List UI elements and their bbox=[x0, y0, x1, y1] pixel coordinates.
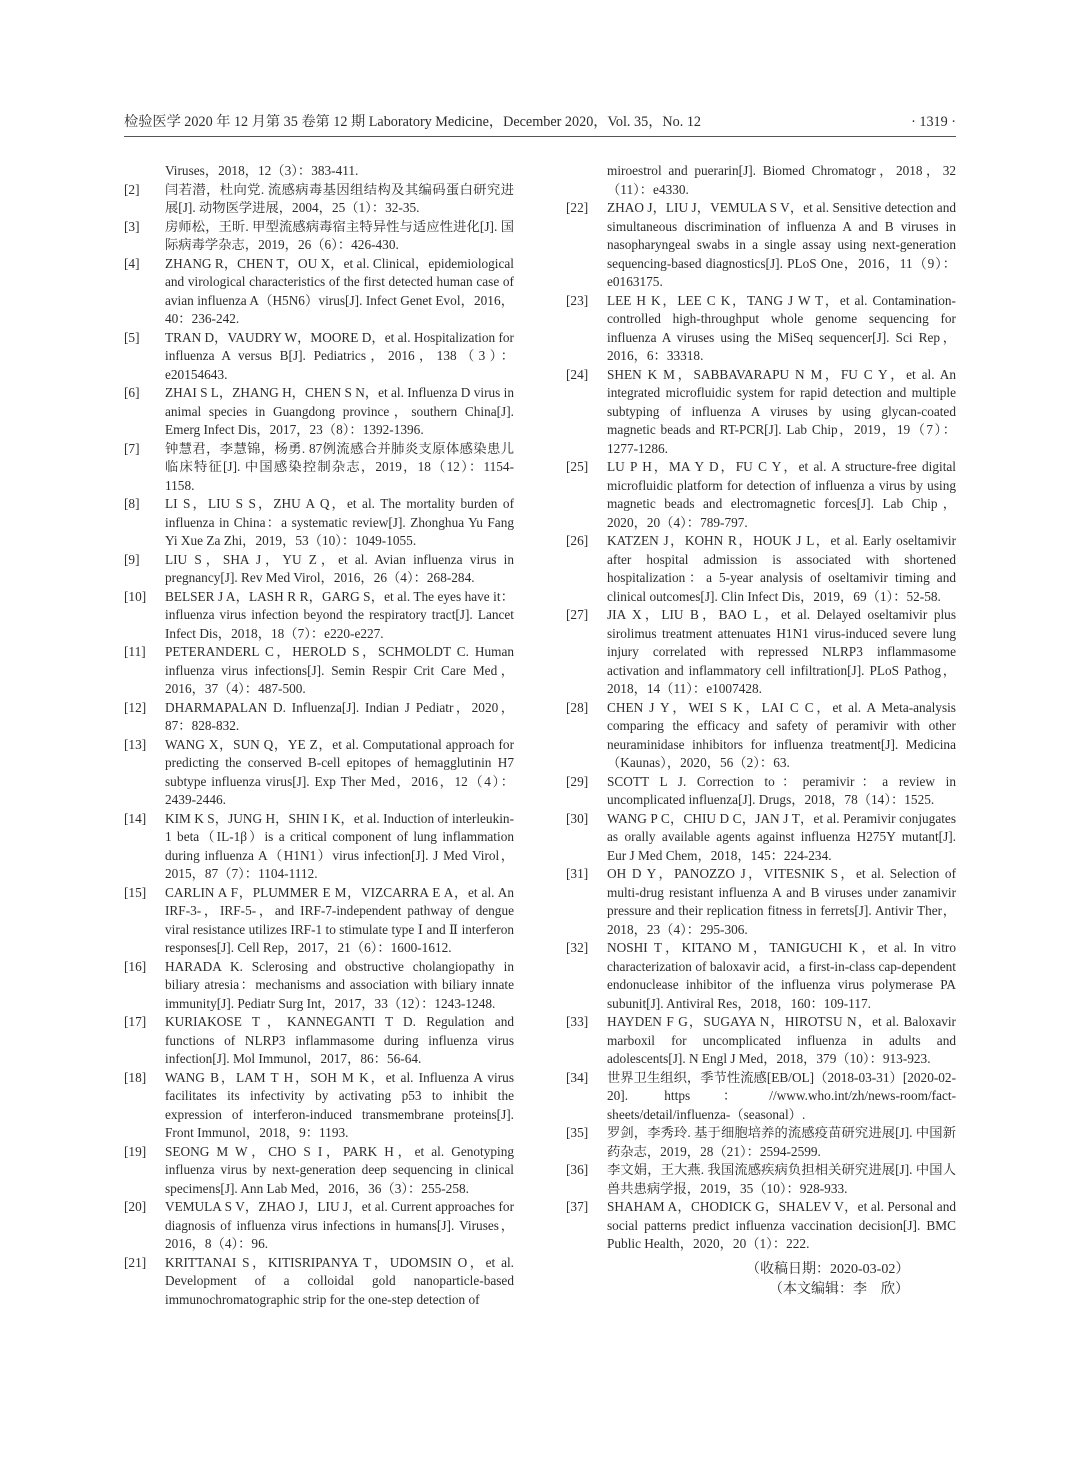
reference-text: KRITTANAI S，KITISRIPANYA T，UDOMSIN O，et al. Development of a colloidal gold nanoparticle-based immunochromatographic strip for the one-step detection of bbox=[165, 1254, 514, 1307]
reference-item bbox=[124, 1143, 514, 1199]
reference-text: KIM K S，JUNG H，SHIN I K，et al. Induction of interleukin-1 beta（IL-1β）is a critical component of lung inflammation during influenza A（H1N1）virus infection[J]. J Med Virol，2015，87（7）：1104-1112. bbox=[165, 810, 514, 881]
page-number: · 1319 · bbox=[911, 114, 956, 130]
reference-number: [29] bbox=[566, 773, 589, 789]
reference-text: 世界卫生组织，季节性流感[EB/OL]（2018-03-31）[2020-02-20]. https：//www.who.int/zh/news-room/fact-sheets/detail/influenza-（seasonal）. bbox=[607, 1069, 956, 1122]
reference-text: 房师松，王昕. 甲型流感病毒宿主特异性与适应性进化[J]. 国际病毒学杂志，2019，26（6）：426-430. bbox=[165, 218, 514, 252]
reference-number: [17] bbox=[124, 1014, 147, 1029]
reference-number: [33] bbox=[566, 1014, 589, 1029]
reference-number: [11] bbox=[124, 644, 146, 659]
reference-item bbox=[124, 643, 514, 699]
reference-item bbox=[566, 1161, 956, 1198]
reference-text: ZHAO J，LIU J，VEMULA S V，et al. Sensitive detection and simultaneous discrimination of influenza A and B viruses in nasopharyngeal swabs in a single assay using next-generation sequencing-based diagnostics[J]. PLoS One，2016，11（9）：e0163175. bbox=[607, 200, 956, 289]
reference-item bbox=[124, 329, 514, 385]
reference-number: [16] bbox=[124, 958, 147, 974]
reference-text: SHAHAM A，CHODICK G，SHALEV V，et al. Personal and social patterns predict influenza vaccination decision[J]. BMC Public Health，2020，20（1）：222. bbox=[607, 1199, 956, 1251]
reference-number: [6] bbox=[124, 385, 140, 400]
reference-text: SHEN K M，SABBAVARAPU N M，FU C Y，et al. An integrated microfluidic system for rapid detection and multiple subtyping of influenza A viruses by using glycan-coated magnetic beads and RT-PCR[J]. Lab Chip，2019，19（7）：1277-1286. bbox=[607, 366, 956, 456]
reference-item bbox=[566, 699, 956, 773]
received-date: （收稿日期：2020-03-02） bbox=[746, 1261, 910, 1277]
reference-text: JIA X，LIU B，BAO L，et al. Delayed oseltamivir plus sirolimus treatment attenuates H1N1 virus-induced severe lung injury correlated with repressed NLRP3 inflammasome activation and inflammatory cell infiltration[J]. PLoS Pathog，2018，14（11）：e1007428. bbox=[607, 607, 956, 696]
reference-item bbox=[124, 255, 514, 329]
reference-item bbox=[566, 810, 956, 866]
reference-text: CHEN J Y，WEI S K，LAI C C，et al. A Meta-analysis comparing the efficacy and safety of peramivir with other neuraminidase inhibitors for influenza treatment[J]. Medicina（Kaunas），2020，56（2）：63. bbox=[607, 699, 956, 770]
reference-number: [13] bbox=[124, 736, 147, 752]
reference-item bbox=[124, 1198, 514, 1254]
reference-item bbox=[566, 865, 956, 939]
reference-item bbox=[566, 532, 956, 606]
reference-text: 罗剑，李秀玲. 基于细胞培养的流感疫苗研究进展[J]. 中国新药杂志，2019，28（21）：2594-2599. bbox=[607, 1125, 956, 1159]
reference-number: [21] bbox=[124, 1254, 147, 1270]
reference-number: [8] bbox=[124, 496, 140, 511]
reference-text: VEMULA S V，ZHAO J，LIU J，et al. Current approaches for diagnosis of influenza virus infections in humans[J]. Viruses，2016，8（4）：96. bbox=[165, 1199, 514, 1251]
article-end-note bbox=[566, 1260, 956, 1300]
reference-number: [2] bbox=[124, 181, 140, 197]
reference-item bbox=[124, 588, 514, 644]
reference-text: LI S，LIU S S，ZHU A Q，et al. The mortality burden of influenza in China：a systematic review[J]. Zhonghua Yu Fang Yi Xue Za Zhi，2019，53（10）：1049-1055. bbox=[165, 496, 514, 548]
reference-text: LU P H，MA Y D，FU C Y，et al. A structure-free digital microfluidic platform for detection of influenza a virus by using magnetic beads and electromagnetic forces[J]. Lab Chip，2020，20（4）：789-797. bbox=[607, 459, 956, 530]
reference-text: SEONG M W，CHO S I，PARK H，et al. Genotyping influenza virus by next-generation deep sequencing in clinical specimens[J]. Ann Lab Med，2016，36（3）：255-258. bbox=[165, 1143, 514, 1196]
reference-number: [22] bbox=[566, 200, 589, 215]
references-right-column bbox=[566, 162, 956, 1300]
reference-item bbox=[566, 458, 956, 532]
reference-text: WANG B，LAM T H，SOH M K，et al. Influenza A virus facilitates its infectivity by activating p53 to inhibit the expression of interferon-induced transmembrane proteins[J]. Front Immunol，2018，9：1193. bbox=[165, 1069, 514, 1140]
reference-text: ZHAI S L，ZHANG H，CHEN S N，et al. Influenza D virus in animal species in Guangdong province，southern China[J]. Emerg Infect Dis，2017，23（8）：1392-1396. bbox=[165, 385, 514, 437]
reference-text: 李文娟，王大燕. 我国流感疾病负担相关研究进展[J]. 中国人兽共患病学报，2019，35（10）：928-933. bbox=[607, 1162, 956, 1196]
reference-item bbox=[566, 773, 956, 810]
reference-carryover bbox=[124, 162, 514, 181]
reference-text: NOSHI T，KITANO M，TANIGUCHI K，et al. In vitro characterization of baloxavir acid，a first-in-class cap-dependent endonuclease inhibitor of the influenza virus polymerase PA subunit[J]. Antiviral Res，2018，160：109-117. bbox=[607, 940, 956, 1011]
reference-text: TRAN D，VAUDRY W，MOORE D，et al. Hospitalization for influenza A versus B[J]. Pediatrics，2016，138（3）：e20154643. bbox=[165, 329, 514, 382]
reference-number: [18] bbox=[124, 1069, 147, 1085]
reference-item bbox=[566, 1124, 956, 1161]
reference-carryover bbox=[566, 162, 956, 199]
reference-item bbox=[124, 1254, 514, 1310]
reference-list-right bbox=[566, 199, 956, 1254]
reference-text: HAYDEN F G，SUGAYA N，HIROTSU N，et al. Baloxavir marboxil for uncomplicated influenza in adults and adolescents[J]. N Engl J Med，2018，379（10）：913-923. bbox=[607, 1014, 956, 1066]
reference-text: BELSER J A，LASH R R，GARG S，et al. The eyes have it：influenza virus infection beyond the respiratory tract[J]. Lancet Infect Dis，2018，18（7）：e220-e227. bbox=[165, 588, 514, 641]
reference-number: [37] bbox=[566, 1199, 589, 1214]
reference-number: [20] bbox=[124, 1199, 147, 1214]
reference-item bbox=[124, 699, 514, 736]
reference-number: [15] bbox=[124, 884, 147, 900]
reference-number: [32] bbox=[566, 940, 589, 955]
reference-text: LIU S，SHA J，YU Z，et al. Avian influenza virus in pregnancy[J]. Rev Med Virol，2016，26（4）：268-284. bbox=[165, 551, 514, 585]
reference-number: [23] bbox=[566, 292, 589, 308]
reference-item bbox=[566, 199, 956, 292]
reference-number: [12] bbox=[124, 699, 147, 715]
reference-item bbox=[566, 939, 956, 1013]
reference-text: 闫若潜，杜向党. 流感病毒基因组结构及其编码蛋白研究进展[J]. 动物医学进展，2004，25（1）：32-35. bbox=[165, 181, 514, 215]
reference-item bbox=[124, 551, 514, 588]
reference-number: [3] bbox=[124, 218, 140, 234]
reference-number: [30] bbox=[566, 810, 589, 826]
reference-number: [34] bbox=[566, 1069, 589, 1085]
references-left-column bbox=[124, 162, 514, 1309]
reference-item bbox=[566, 366, 956, 459]
reference-text: OH D Y，PANOZZO J，VITESNIK S，et al. Selection of multi-drug resistant influenza A and B viruses under zanamivir pressure and their replication fitness in ferrets[J]. Antivir Ther，2018，23（4）：295-306. bbox=[607, 866, 956, 937]
reference-text: miroestrol and puerarin[J]. Biomed Chromatogr，2018，32（11）：e4330. bbox=[607, 163, 956, 197]
editor-note: （本文编辑：李 欣） bbox=[769, 1281, 909, 1297]
reference-item bbox=[124, 181, 514, 218]
reference-item bbox=[566, 606, 956, 699]
reference-number: [10] bbox=[124, 588, 147, 604]
reference-item bbox=[566, 1069, 956, 1125]
reference-number: [4] bbox=[124, 255, 140, 271]
journal-header: 检验医学 2020 年 12 月第 35 卷第 12 期 Laboratory Medicine，December 2020，Vol. 35，No. 12 bbox=[124, 114, 702, 130]
reference-number: [5] bbox=[124, 329, 140, 345]
reference-text: HARADA K. Sclerosing and obstructive cholangiopathy in biliary atresia：mechanisms and association with biliary innate immunity[J]. Pediatr Surg Int，2017，33（12）：1243-1248. bbox=[165, 958, 514, 1011]
reference-item bbox=[124, 958, 514, 1014]
reference-text: KATZEN J，KOHN R，HOUK J L，et al. Early oseltamivir after hospital admission is associated with shortened hospitalization：a 5-year analysis of oseltamivir timing and clinical outcomes[J]. Clin Infect Dis，2019，69（1）：52-58. bbox=[607, 533, 956, 604]
reference-number: [19] bbox=[124, 1143, 147, 1159]
reference-number: [35] bbox=[566, 1125, 589, 1140]
reference-text: DHARMAPALAN D. Influenza[J]. Indian J Pediatr，2020，87：828-832. bbox=[165, 699, 514, 733]
reference-item bbox=[566, 1198, 956, 1254]
reference-item bbox=[124, 1069, 514, 1143]
reference-text: SCOTT L J. Correction to：peramivir：a review in uncomplicated influenza[J]. Drugs，2018，78（14）：1525. bbox=[607, 773, 956, 807]
reference-text: PETERANDERL C，HEROLD S，SCHMOLDT C. Human influenza virus infections[J]. Semin Respir Crit Care Med，2016，37（4）：487-500. bbox=[165, 644, 514, 696]
reference-number: [24] bbox=[566, 366, 589, 382]
reference-list-left bbox=[124, 181, 514, 1310]
reference-text: 钟慧君，李慧锦，杨勇. 87例流感合并肺炎支原体感染患儿临床特征[J]. 中国感染控制杂志，2019，18（12）：1154-1158. bbox=[165, 440, 514, 493]
reference-item bbox=[124, 218, 514, 255]
reference-number: [25] bbox=[566, 459, 589, 474]
reference-item bbox=[124, 810, 514, 884]
reference-item bbox=[566, 292, 956, 366]
reference-text: Viruses，2018，12（3）：383-411. bbox=[165, 163, 359, 178]
reference-text: WANG X，SUN Q，YE Z，et al. Computational approach for predicting the conserved B-cell epitopes of hemagglutinin H7 subtype influenza virus[J]. Exp Ther Med，2016，12（4）：2439-2446. bbox=[165, 736, 514, 807]
reference-number: [31] bbox=[566, 866, 589, 881]
reference-text: ZHANG R，CHEN T，OU X，et al. Clinical，epidemiological and virological characteristics of the first detected human case of avian influenza A（H5N6）virus[J]. Infect Genet Evol，2016，40：236-242. bbox=[165, 255, 514, 326]
running-header bbox=[124, 112, 956, 137]
reference-item bbox=[124, 1013, 514, 1069]
reference-number: [14] bbox=[124, 810, 147, 826]
reference-number: [9] bbox=[124, 551, 140, 567]
reference-text: KURIAKOSE T，KANNEGANTI T D. Regulation and functions of NLRP3 inflammasome during influenza virus infection[J]. Mol Immunol，2017，86：56-64. bbox=[165, 1014, 514, 1066]
reference-item bbox=[124, 884, 514, 958]
reference-text: WANG P C，CHIU D C，JAN J T，et al. Peramivir conjugates as orally available agents against influenza H275Y mutant[J]. Eur J Med Chem，2018，145：224-234. bbox=[607, 810, 956, 863]
reference-number: [7] bbox=[124, 440, 140, 456]
reference-text: LEE H K，LEE C K，TANG J W T，et al. Contamination-controlled high-throughput whole genome sequencing for influenza A viruses using the MiSeq sequencer[J]. Sci Rep，2016，6：33318. bbox=[607, 292, 956, 363]
reference-text: CARLIN A F，PLUMMER E M，VIZCARRA E A，et al. An IRF-3-，IRF-5-，and IRF-7-independent pathway of dengue viral resistance utilizes IRF-1 to stimulate type Ⅰ and Ⅱ interferon responses[J]. Cell Rep，2017，21（6）：1600-1612. bbox=[165, 884, 514, 955]
reference-number: [26] bbox=[566, 533, 589, 548]
reference-number: [27] bbox=[566, 607, 589, 622]
reference-item bbox=[124, 440, 514, 496]
reference-item bbox=[566, 1013, 956, 1069]
reference-item bbox=[124, 384, 514, 440]
reference-item bbox=[124, 736, 514, 810]
reference-item bbox=[124, 495, 514, 551]
reference-number: [36] bbox=[566, 1162, 589, 1177]
reference-number: [28] bbox=[566, 699, 589, 715]
